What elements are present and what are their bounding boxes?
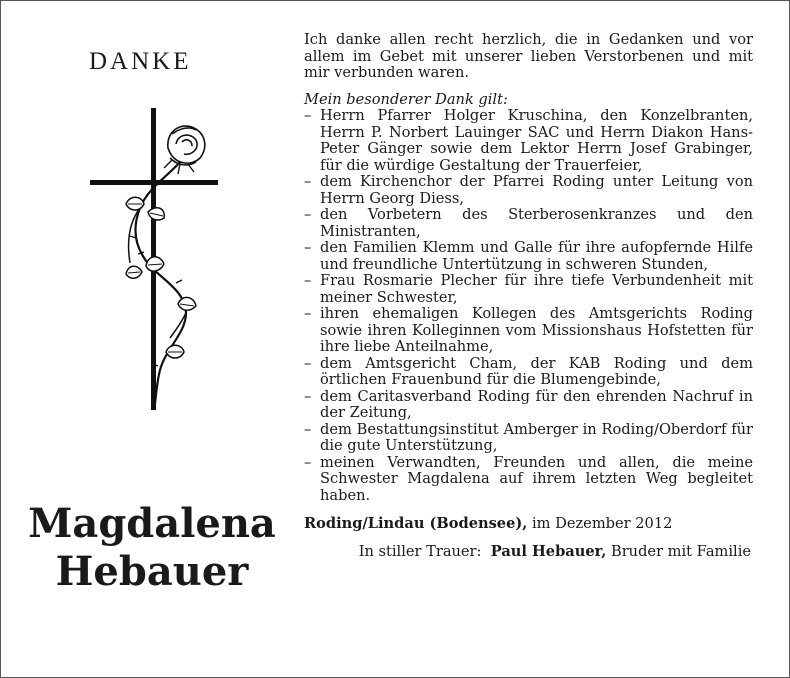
dash-icon: – [304,206,312,223]
mourning-line [304,544,753,561]
thanks-list [304,108,753,504]
dash-icon: – [304,420,312,438]
dash-icon: – [304,387,312,405]
list-item: – Herrn Pfarrer Holger Kruschina, den Konzelbranten, Herrn P. Norbert Lauinger SAC und Herrn Diakon Hans-Peter Gänger sowie dem Lektor Herrn Josef Grabinger, für die würdige Gestaltung der Trauerfeier, [304,107,753,174]
list-item: – dem Caritasverband Roding für den ehrenden Nachruf in der Zeitung, [304,387,753,421]
list-item: – dem Kirchenchor der Pfarrei Roding unter Leitung von Herrn Georg Diess, [304,173,753,207]
list-item: – dem Bestattungsinstitut Amberger in Roding/Oberdorf für die gute Unterstützung, [304,420,753,454]
dash-icon: – [304,453,312,471]
dash-icon: – [304,239,312,256]
deceased-last-name: Hebauer [55,548,249,595]
dash-icon: – [304,305,312,322]
list-item: – den Vorbetern des Sterberosenkranzes und den Ministranten, [304,206,753,240]
place-date [304,516,753,533]
list-item: – ihren ehemaligen Kollegen des Amtsgerichts Roding sowie ihren Kolleginnen vom Missionshaus Hofstetten für ihre liebe Anteilnahme, [304,305,753,355]
dash-icon: – [304,272,312,289]
deceased-first-name: Magdalena [28,500,276,547]
dash-icon: – [304,354,312,372]
thanks-heading: Mein besonderer Dank gilt: [304,90,508,108]
date: im Dezember 2012 [532,515,673,532]
page-title: DANKE [89,48,192,75]
dash-icon: – [304,107,312,124]
deceased-name [20,500,284,596]
dash-icon: – [304,173,312,190]
list-item: – meinen Verwandten, Freunden und allen, die meine Schwester Magdalena auf ihrem letzten Weg begleitet haben. [304,453,753,504]
list-item: – dem Amtsgericht Cham, der KAB Roding und dem örtlichen Frauenbund für die Blumengebinde, [304,354,753,388]
mourner-name: Paul Hebauer, [490,542,607,560]
list-item: – den Familien Klemm und Galle für ihre aufopfernde Hilfe und freundliche Untertützung in schweren Stunden, [304,239,753,273]
mourning-label: In stiller Trauer: [358,542,482,560]
notice-body [304,32,753,560]
place: Roding/Lindau (Bodensee), [304,515,528,532]
mourner-relation: Bruder mit Familie [610,542,751,560]
intro-text: Ich danke allen recht herzlich, die in Gedanken und vor allem im Gebet mit unserer lieben Verstorbenen und mit mir verbunden waren. [304,31,753,81]
cross-with-rose-icon [86,108,226,413]
list-item: – Frau Rosmarie Plecher für ihre tiefe Verbundenheit mit meiner Schwester, [304,272,753,306]
